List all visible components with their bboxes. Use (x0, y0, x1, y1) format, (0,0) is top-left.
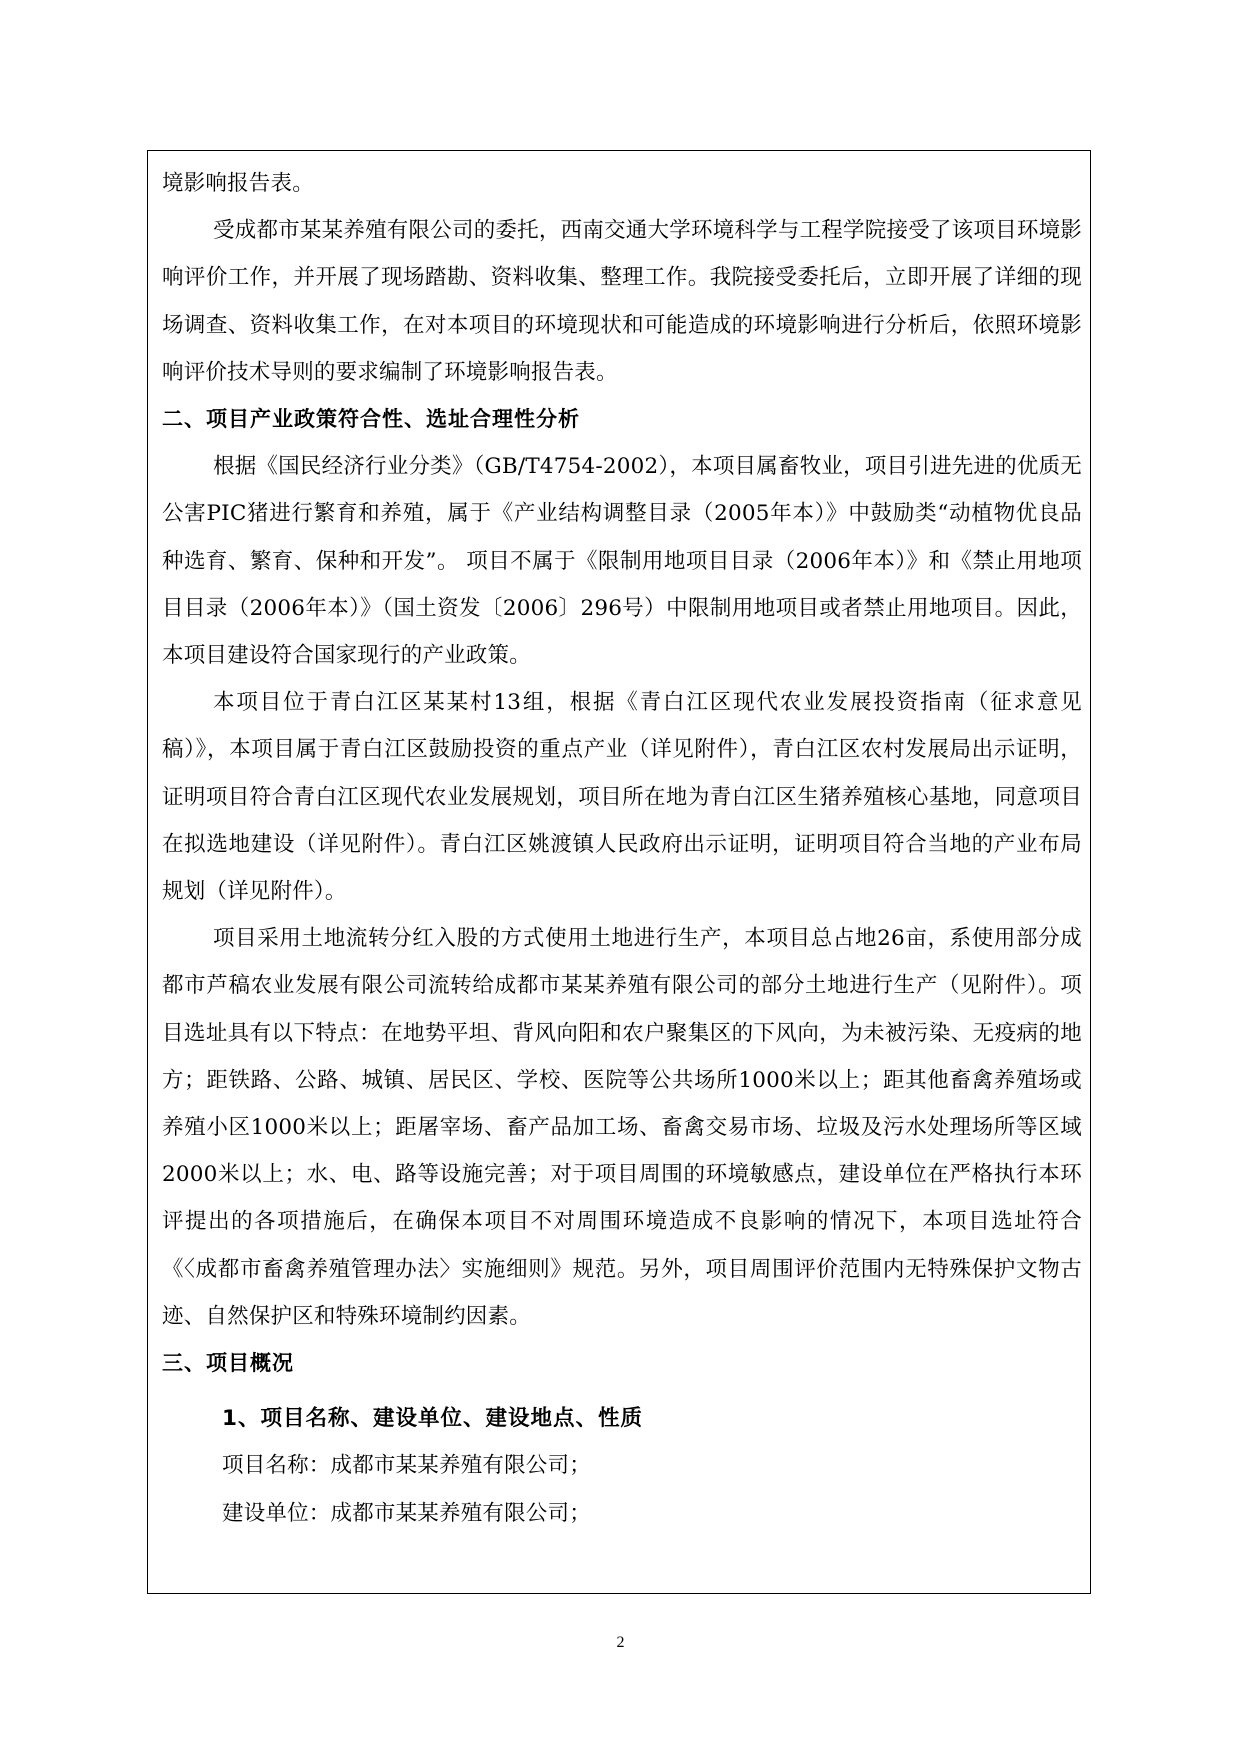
page-number: 2 (616, 1634, 625, 1651)
paragraph-site-selection: 项目采用土地流转分红入股的方式使用土地进行生产，本项目总占地26亩，系使用部分成都市芦稿农业发展有限公司流转给成都市某某养殖有限公司的部分土地进行生产（见附件）。项目选址具有以下特点：在地势平坦、背风向阳和农户聚集区的下风向，为未被污染、无疫病的地方；距铁路、公路、城镇、居民区、学校、医院等公共场所1000米以上；距其他畜禽养殖场或养殖小区1000米以上；距屠宰场、畜产品加工场、畜禽交易市场、垃圾及污水处理场所等区域2000米以上；水、电、路等设施完善；对于项目周围的环境敏感点，建设单位在严格执行本环评提出的各项措施后，在确保本项目不对周围环境造成不良影响的情况下，本项目选址符合《〈成都市畜禽养殖管理办法〉实施细则》规范。另外，项目周围评价范围内无特殊保护文物古迹、自然保护区和特殊环境制约因素。 (162, 926, 1082, 1329)
paragraph-industrial-policy: 根据《国民经济行业分类》（GB/T4754-2002），本项目属畜牧业，项目引进先进的优质无公害PIC猪进行繁育和养殖，属于《产业结构调整目录（2005年本）》中鼓励类“动植物优良品种选育、繁育、保种和开发”。 项目不属于《限制用地项目目录（2006年本）》和《禁止用地项目目录（2006年本）》（国土资发〔2006〕296号）中限制用地项目或者禁止用地项目。因此，本项目建设符合国家现行的产业政策。 (162, 454, 1082, 669)
paragraph-continuation: 境影响报告表。 (162, 171, 314, 196)
report-body (162, 160, 1082, 1537)
section-3-heading: 三、项目概况 (162, 1351, 294, 1376)
project-name-line: 项目名称：成都市某某养殖有限公司； (222, 1453, 591, 1479)
subsection-1-heading: 1、项目名称、建设单位、建设地点、性质 (222, 1406, 643, 1432)
paragraph-location-planning: 本项目位于青白江区某某村13组，根据《青白江区现代农业发展投资指南（征求意见稿）》，本项目属于青白江区鼓励投资的重点产业（详见附件），青白江区农村发展局出示证明，证明项目符合青白江区现代农业发展规划，项目所在地为青白江区生猪养殖核心基地，同意项目在拟选地建设（详见附件）。青白江区姚渡镇人民政府出示证明，证明项目符合当地的产业布局规划（详见附件）。 (162, 690, 1082, 905)
builder-line: 建设单位：成都市某某养殖有限公司； (222, 1500, 591, 1526)
paragraph-entrust: 受成都市某某养殖有限公司的委托，西南交通大学环境科学与工程学院接受了该项目环境影响评价工作，并开展了现场踏勘、资料收集、整理工作。我院接受委托后，立即开展了详细的现场调查、资料收集工作，在对本项目的环境现状和可能造成的环境影响进行分析后，依照环境影响评价技术导则的要求编制了环境影响报告表。 (162, 218, 1082, 385)
section-2-heading: 二、项目产业政策符合性、选址合理性分析 (162, 407, 580, 432)
